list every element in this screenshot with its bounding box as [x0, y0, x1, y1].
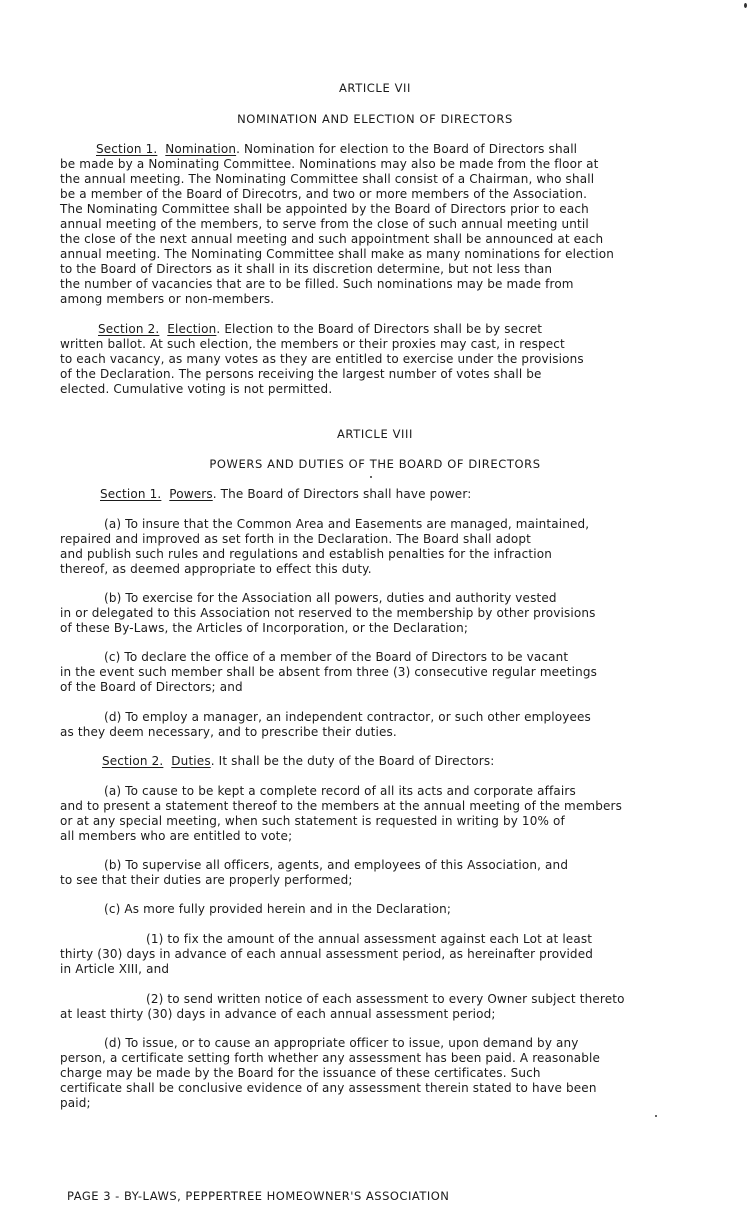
text-line: elected. Cumulative voting is not permitted. [60, 382, 333, 396]
duties-item-d: (d) To issue, or to cause an appropriate officer to issue, upon demand by any person, a certificate setting forth whether any assessment has been paid. A reasonable charge may be made by the Board for the issuance of these certificates. Such certificate shall be conclusive evidence of any assessment therein stated to have been paid; [60, 1036, 600, 1110]
text-line: the annual meeting. The Nominating Committee shall consist of a Chairman, who shall [60, 172, 595, 186]
article-viii-section-1: Section 1. Powers. The Board of Directors shall have power: [100, 487, 472, 501]
section-1-first-line: Section 1. Nomination. Nomination for election to the Board of Directors shall [96, 142, 578, 156]
duties-item-c-1: (1) to fix the amount of the annual assessment against each Lot at least thirty (30) days in advance of each annual assessment period, as hereinafter provided in Article XIII, and [60, 932, 594, 976]
powers-item-c: (c) To declare the office of a member of the Board of Directors to be vacant in the event such member shall be absent from three (3) consecutive regular meetings of the Board of Directors; and [60, 650, 597, 694]
text-line: be a member of the Board of Direcotrs, and two or more members of the Association. [60, 187, 588, 201]
article-viii-subtitle: POWERS AND DUTIES OF THE BOARD OF DIRECTORS [209, 457, 541, 471]
text-line: written ballot. At such election, the members or their proxies may cast, in respect [60, 337, 565, 351]
text-line: to the Board of Directors as it shall in its discretion determine, but not less than [60, 262, 553, 276]
section-heading: Nomination [165, 142, 237, 156]
article-vii-section-2 [60, 322, 710, 397]
article-vii-subtitle: NOMINATION AND ELECTION OF DIRECTORS [237, 112, 513, 126]
scan-speck [744, 3, 747, 8]
text-line: to each vacancy, as many votes as they are entitled to exercise under the provisions [60, 352, 584, 366]
duties-item-a: (a) To cause to be kept a complete record of all its acts and corporate affairs and to present a statement thereof to the members at the annual meeting of the members or at any special meeting, when such statement is requested in writing by 10% of all members who are entitled to vote; [60, 784, 623, 843]
article-vii-title: ARTICLE VII [338, 81, 412, 95]
duties-item-c: (c) As more fully provided herein and in the Declaration; [104, 902, 452, 916]
text-line: the close of the next annual meeting and such appointment shall be announced at each [60, 232, 604, 246]
page-footer: PAGE 3 - BY-LAWS, PEPPERTREE HOMEOWNER'S ASSOCIATION [67, 1189, 450, 1203]
article-viii-section-2: Section 2. Duties. It shall be the duty of the Board of Directors: [102, 754, 495, 768]
powers-item-b: (b) To exercise for the Association all powers, duties and authority vested in or delegated to this Association not reserved to the membership by other provisions of these By-Laws, the Articles of Incorporation, or the Declaration; [60, 591, 596, 635]
section-label: Section 2. [102, 754, 164, 768]
section-label: Section 2. [98, 322, 160, 336]
section-label: Section 1. [96, 142, 158, 156]
text-line: the number of vacancies that are to be filled. Such nominations may be made from [60, 277, 574, 291]
duties-item-c-2: (2) to send written notice of each assessment to every Owner subject thereto at least thirty (30) days in advance of each annual assessment period; [60, 992, 625, 1021]
powers-item-d: (d) To employ a manager, an independent contractor, or such other employees as they deem necessary, and to prescribe their duties. [60, 710, 591, 739]
scan-speck [370, 476, 372, 478]
duties-item-b: (b) To supervise all officers, agents, and employees of this Association, and to see that their duties are properly performed; [60, 858, 569, 887]
text-line: among members or non-members. [60, 292, 275, 306]
section-heading: Duties [171, 754, 211, 768]
section-2-first-line: Section 2. Election. Election to the Board of Directors shall be by secret [98, 322, 543, 336]
powers-item-a: (a) To insure that the Common Area and Easements are managed, maintained, repaired and improved as set forth in the Declaration. The Board shall adopt and publish such rules and regulations and establish penalties for the infraction thereof, as deemed appropriate to effect this duty. [60, 517, 590, 576]
text-line: annual meeting. The Nominating Committee shall make as many nominations for election [60, 247, 614, 261]
article-viii-title: ARTICLE VIII [336, 427, 414, 441]
article-vii-section-1 [60, 142, 710, 307]
text-line: annual meeting of the members, to serve from the close of such annual meeting until [60, 217, 589, 231]
scan-speck [655, 1115, 657, 1117]
text-line: The Nominating Committee shall be appointed by the Board of Directors prior to each [60, 202, 589, 216]
section-label: Section 1. [100, 487, 162, 501]
text-line: be made by a Nominating Committee. Nominations may also be made from the floor at [60, 157, 599, 171]
section-heading: Powers [169, 487, 213, 501]
text-line: of the Declaration. The persons receiving the largest number of votes shall be [60, 367, 542, 381]
section-heading: Election [167, 322, 217, 336]
